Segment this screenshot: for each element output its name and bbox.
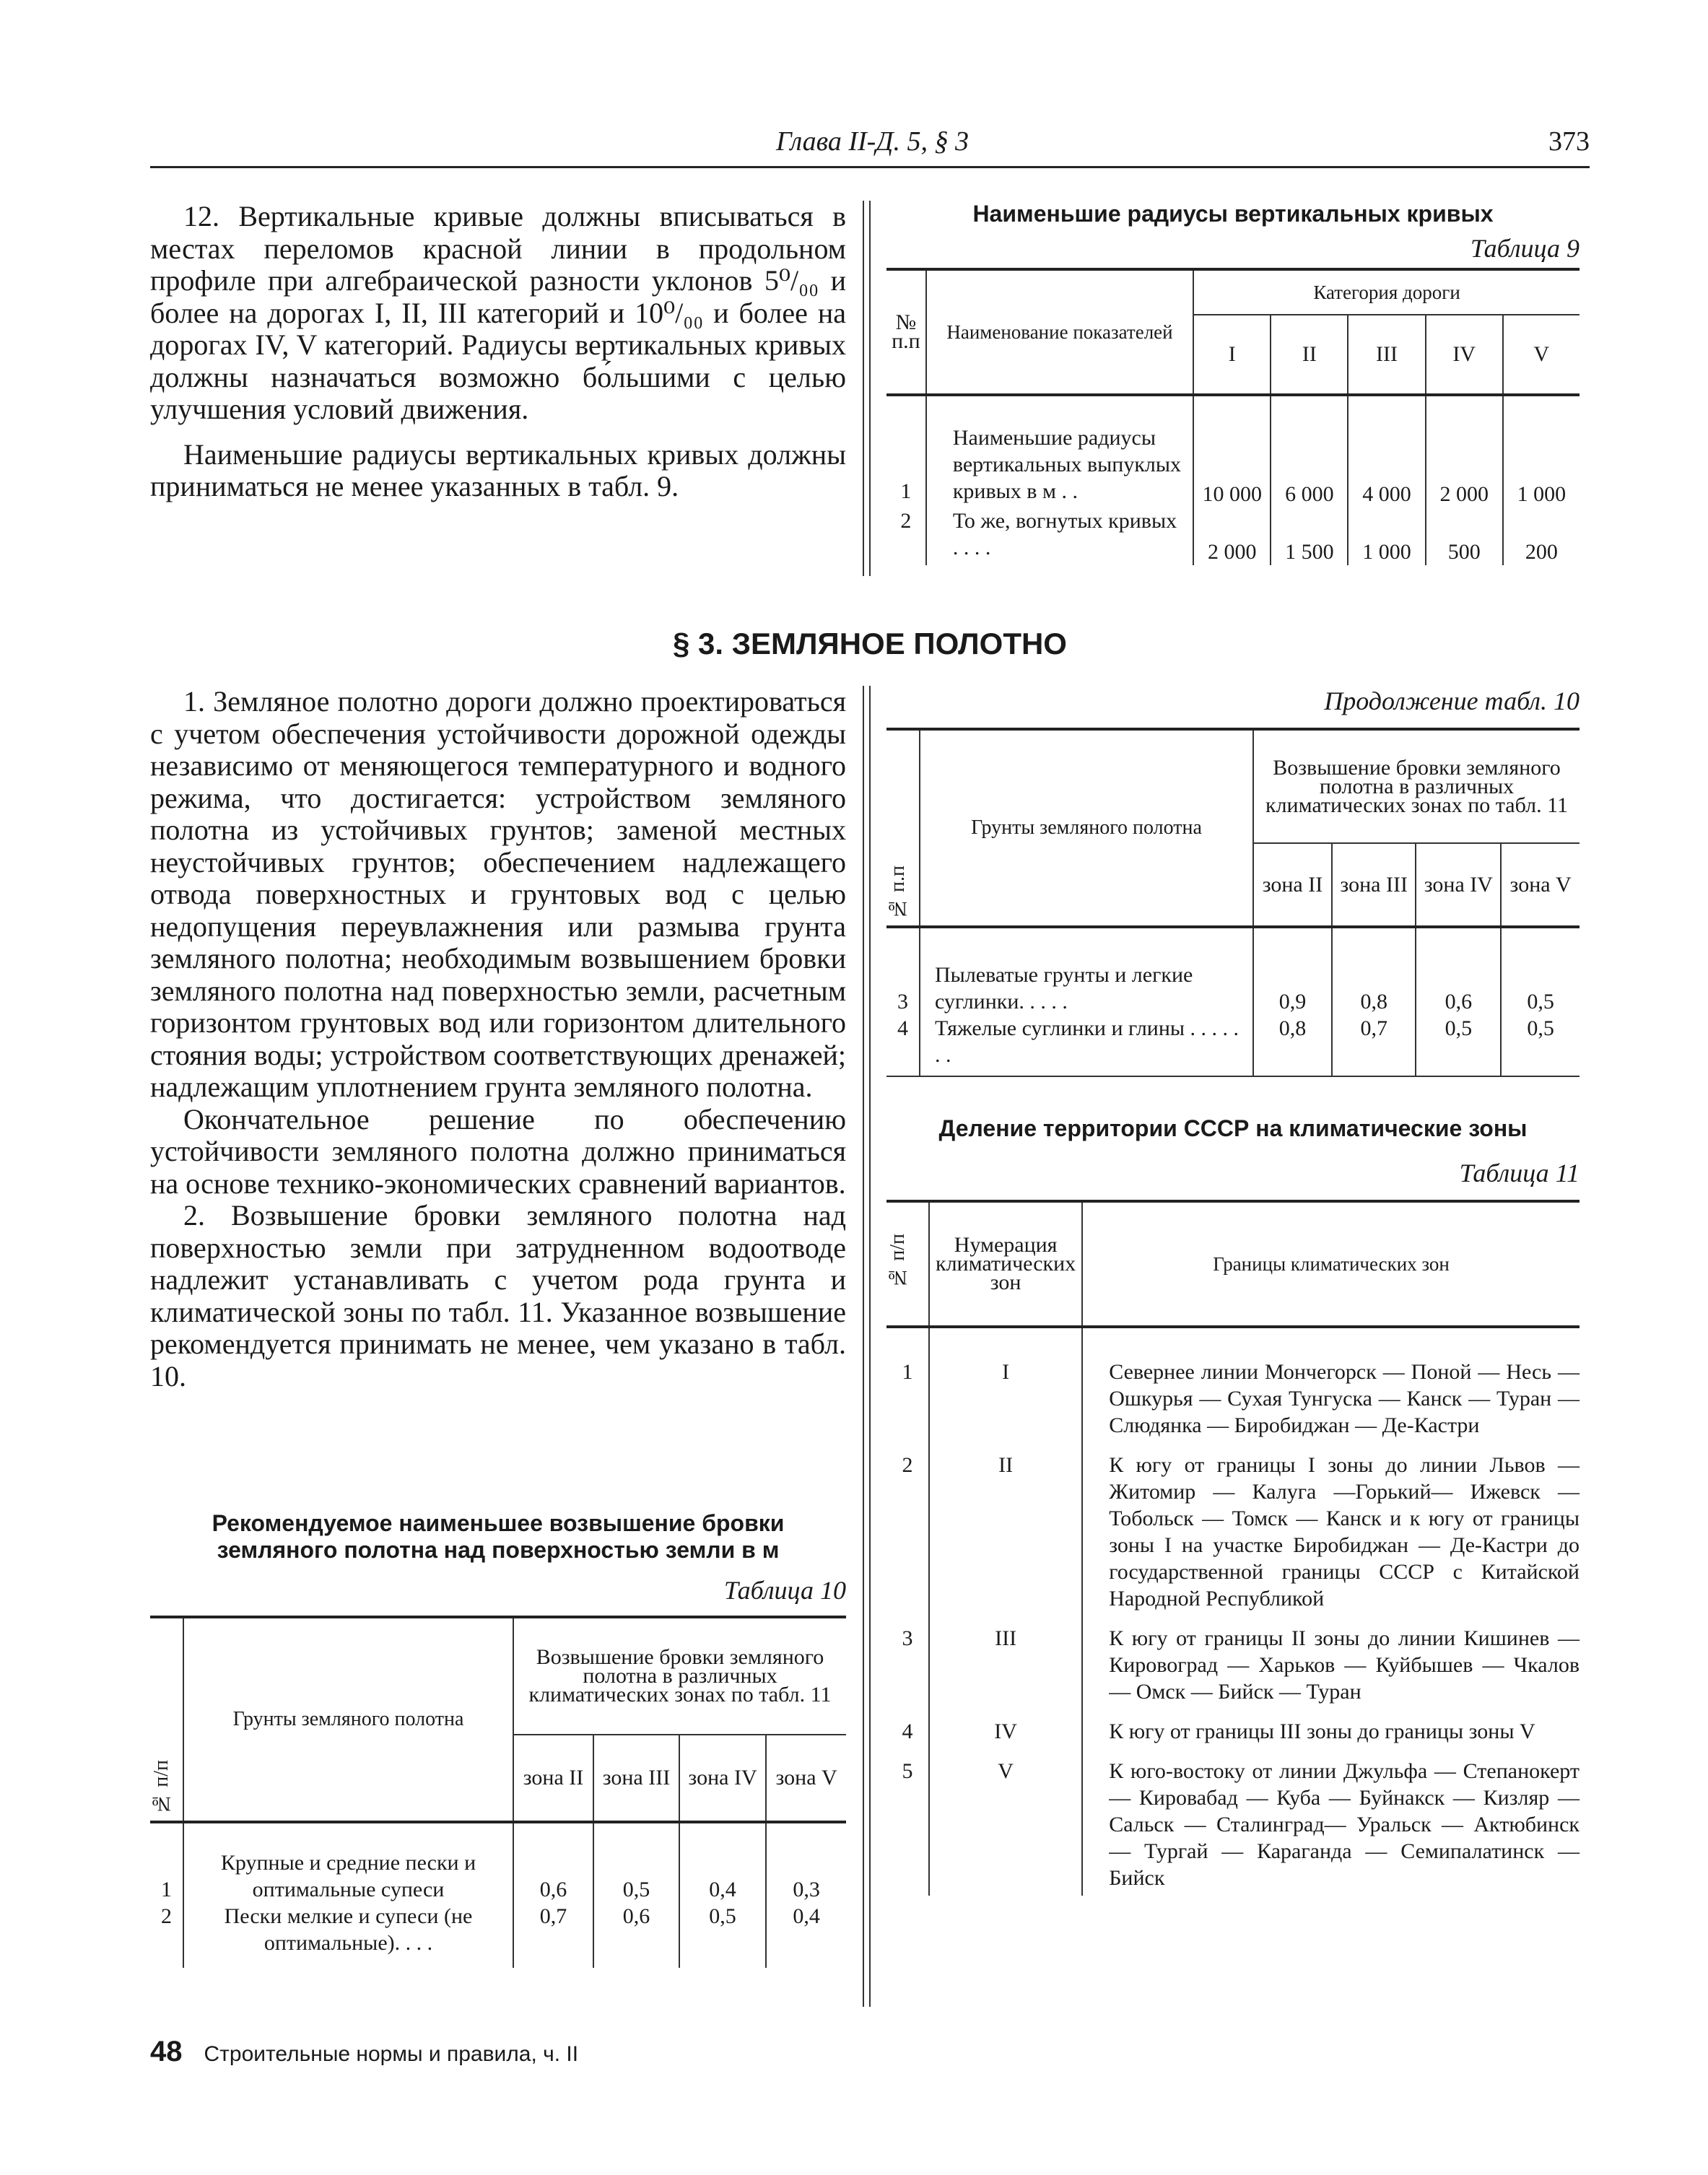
column-divider-bottom [863, 686, 871, 2007]
table-row: 3 III К югу от границы II зоны до линии Кишинев — Кировоград — Харьков — Куйбышев — Чкалов — Омск — Бийск — Туран [886, 1616, 1580, 1709]
table-10-cont [886, 728, 1580, 1077]
table-9-col-no: № п.п [886, 269, 926, 395]
table-10-cont-col-no: № п.п [886, 866, 909, 920]
table-9-cat-4: IV [1426, 315, 1503, 395]
table-row: 5 V К юго-востоку от линии Джульфа — Степанокерт — Кировабад — Куба — Буйнакск — Кизляр — Сальск — Сталинград— Уральск — Актюбинск — Тургай — Караганда — Семипалатинск — Бийск [886, 1749, 1580, 1896]
table-9-cat-2: II [1271, 315, 1348, 395]
table-row: 2 Пески мелкие и супеси (не оптимальные). . . . 0,7 0,6 0,5 0,4 [150, 1903, 846, 1968]
table-10 [150, 1616, 846, 1968]
table-9-number: Таблица 9 [1470, 234, 1580, 263]
left-column-text [150, 686, 846, 1392]
paragraph-12: 12. Вертикальные кривые должны вписываться в местах переломов красной линии в продольном профиле при алгебраической разности уклонов 5⁰/₀₀ и более на дорогах I, II, III категорий и 10⁰/₀₀ и более на дорогах IV, V категорий. Радиусы вертикальных кривых должны назначаться возможно бо́льшими с целью улучшения условий движения. [150, 200, 846, 425]
table-10-number: Таблица 10 [723, 1576, 846, 1605]
table-row: 4 Тяжелые суглинки и глины . . . . . . . 0,8 0,7 0,5 0,5 [886, 1015, 1580, 1076]
column-divider-top [863, 201, 871, 576]
footer-text: Строительные нормы и правила, ч. II [204, 2042, 579, 2066]
table-9-cat-1: I [1193, 315, 1271, 395]
page-header [150, 123, 1590, 168]
table-10-cont-zone-4: зона IV [1416, 843, 1501, 927]
table-11-col-bounds: Границы климатических зон [1082, 1201, 1580, 1327]
table-9-cat-3: III [1348, 315, 1425, 395]
table-10-caption: Рекомендуемое наименьшее возвышение бровки земляного полотна над поверхностью земли в м [212, 1510, 785, 1563]
paragraph-12b: Наименьшие радиусы вертикальных кривых должны приниматься не менее указанных в табл. 9. [150, 437, 846, 502]
paragraph-12-block [150, 201, 846, 503]
table-11-col-no: № п/п [886, 1234, 909, 1289]
table-10-cont-col-group: Возвышение бровки земляного полотна в различных климатических зонах по табл. 11 [1253, 729, 1580, 843]
table-9 [886, 268, 1580, 565]
table-10-cont-block [886, 686, 1580, 1077]
paragraph-1b: Окончательное решение по обеспечению устойчивости земляного полотна должно приниматься на основе технико-экономических сравнений вариантов. [150, 1102, 846, 1200]
page-footer [150, 2036, 578, 2068]
section-title: § 3. ЗЕМЛЯНОЕ ПОЛОТНО [673, 627, 1067, 661]
table-9-cat-5: V [1503, 315, 1580, 395]
table-10-zone-5: зона V [766, 1735, 846, 1822]
footer-page-number: 48 [150, 2036, 183, 2067]
table-10-cont-zone-3: зона III [1332, 843, 1416, 927]
table-row: 1 Крупные и средние пески и оптимальные супеси 0,6 0,5 0,4 0,3 [150, 1822, 846, 1903]
page-number: 373 [1548, 126, 1590, 157]
table-10-col-no: № п/п [150, 1760, 173, 1815]
table-10-col-group: Возвышение бровки земляного полотна в различных климатических зонах по табл. 11 [513, 1617, 846, 1735]
paragraph-1: 1. Земляное полотно дороги должно проектироваться с учетом обеспечения устойчивости дорожной одежды независимо от меняющегося температурного и водного режима, что достигается: устройством земляного полотна из устойчивых грунтов; заменой местных неустойчивых грунтов; обеспечением надлежащего отвода поверхностных и грунтовых вод с целью недопущения переувлажнения или размыва грунта земляного полотна; необходимым возвышением бровки земляного полотна над поверхностью земли, расчетным горизонтом грунтовых вод или горизонтом длительного стояния воды; устройством соответствующих дренажей; надлежащим уплотнением грунта земляного полотна. [150, 685, 846, 1103]
table-10-cont-col-name: Грунты земляного полотна [920, 729, 1253, 927]
paragraph-2: 2. Возвышение бровки земляного полотна над поверхностью земли при затрудненном водоотводе надлежит устанавливать с учетом рода грунта и климатической зоны по табл. 11. Указанное возвышение рекомендуется принимать не менее, чем указано в табл. 10. [150, 1199, 846, 1392]
table-10-zone-3: зона III [593, 1735, 679, 1822]
table-9-col-name: Наименование показателей [926, 269, 1193, 395]
table-9-block [886, 201, 1580, 565]
table-10-zone-2: зона II [513, 1735, 593, 1822]
table-row: 1 Наименьшие радиусы вертикальных выпуклых кривых в м . . 10 000 6 000 4 000 2 000 1 000 [886, 395, 1580, 507]
table-10-zone-4: зона IV [679, 1735, 766, 1822]
table-11-col-zone: Нумерация климатических зон [929, 1201, 1082, 1327]
table-11 [886, 1200, 1580, 1896]
table-9-col-group: Категория дороги [1193, 269, 1580, 315]
table-10-cont-number: Продолжение табл. 10 [1324, 687, 1580, 715]
table-10-cont-zone-2: зона II [1253, 843, 1332, 927]
table-row: 2 То же, вогнутых кривых . . . . 2 000 1 500 1 000 500 200 [886, 507, 1580, 565]
table-11-caption: Деление территории СССР на климатические зоны [938, 1115, 1528, 1141]
table-row: 2 II К югу от границы I зоны до линии Львов — Житомир — Калуга —Горький— Ижевск — Тобольск — Томск — Канск и к югу от границы зоны I на участке Биробиджан — Де-Кастри до государственной границы СССР с Китайской Народной Республикой [886, 1443, 1580, 1616]
table-11-number: Таблица 11 [1459, 1159, 1580, 1187]
table-row: 3 Пылеватые грунты и легкие суглинки. . . . . 0,9 0,8 0,6 0,5 [886, 927, 1580, 1015]
table-10-cont-zone-5: зона V [1501, 843, 1580, 927]
table-10-col-name: Грунты земляного полотна [183, 1617, 513, 1822]
chapter-title: Глава II-Д. 5, § 3 [775, 126, 969, 157]
table-10-block [150, 1510, 846, 1968]
table-row: 1 I Севернее линии Мончегорск — Поной — Несь — Ошкурья — Сухая Тунгуска — Канск — Туран — Слюдянка — Биробиджан — Де-Кастри [886, 1327, 1580, 1443]
table-9-caption: Наименьшие радиусы вертикальных кривых [972, 201, 1494, 227]
table-row: 4 IV К югу от границы III зоны до границы зоны V [886, 1709, 1580, 1749]
table-11-block [886, 1115, 1580, 1896]
